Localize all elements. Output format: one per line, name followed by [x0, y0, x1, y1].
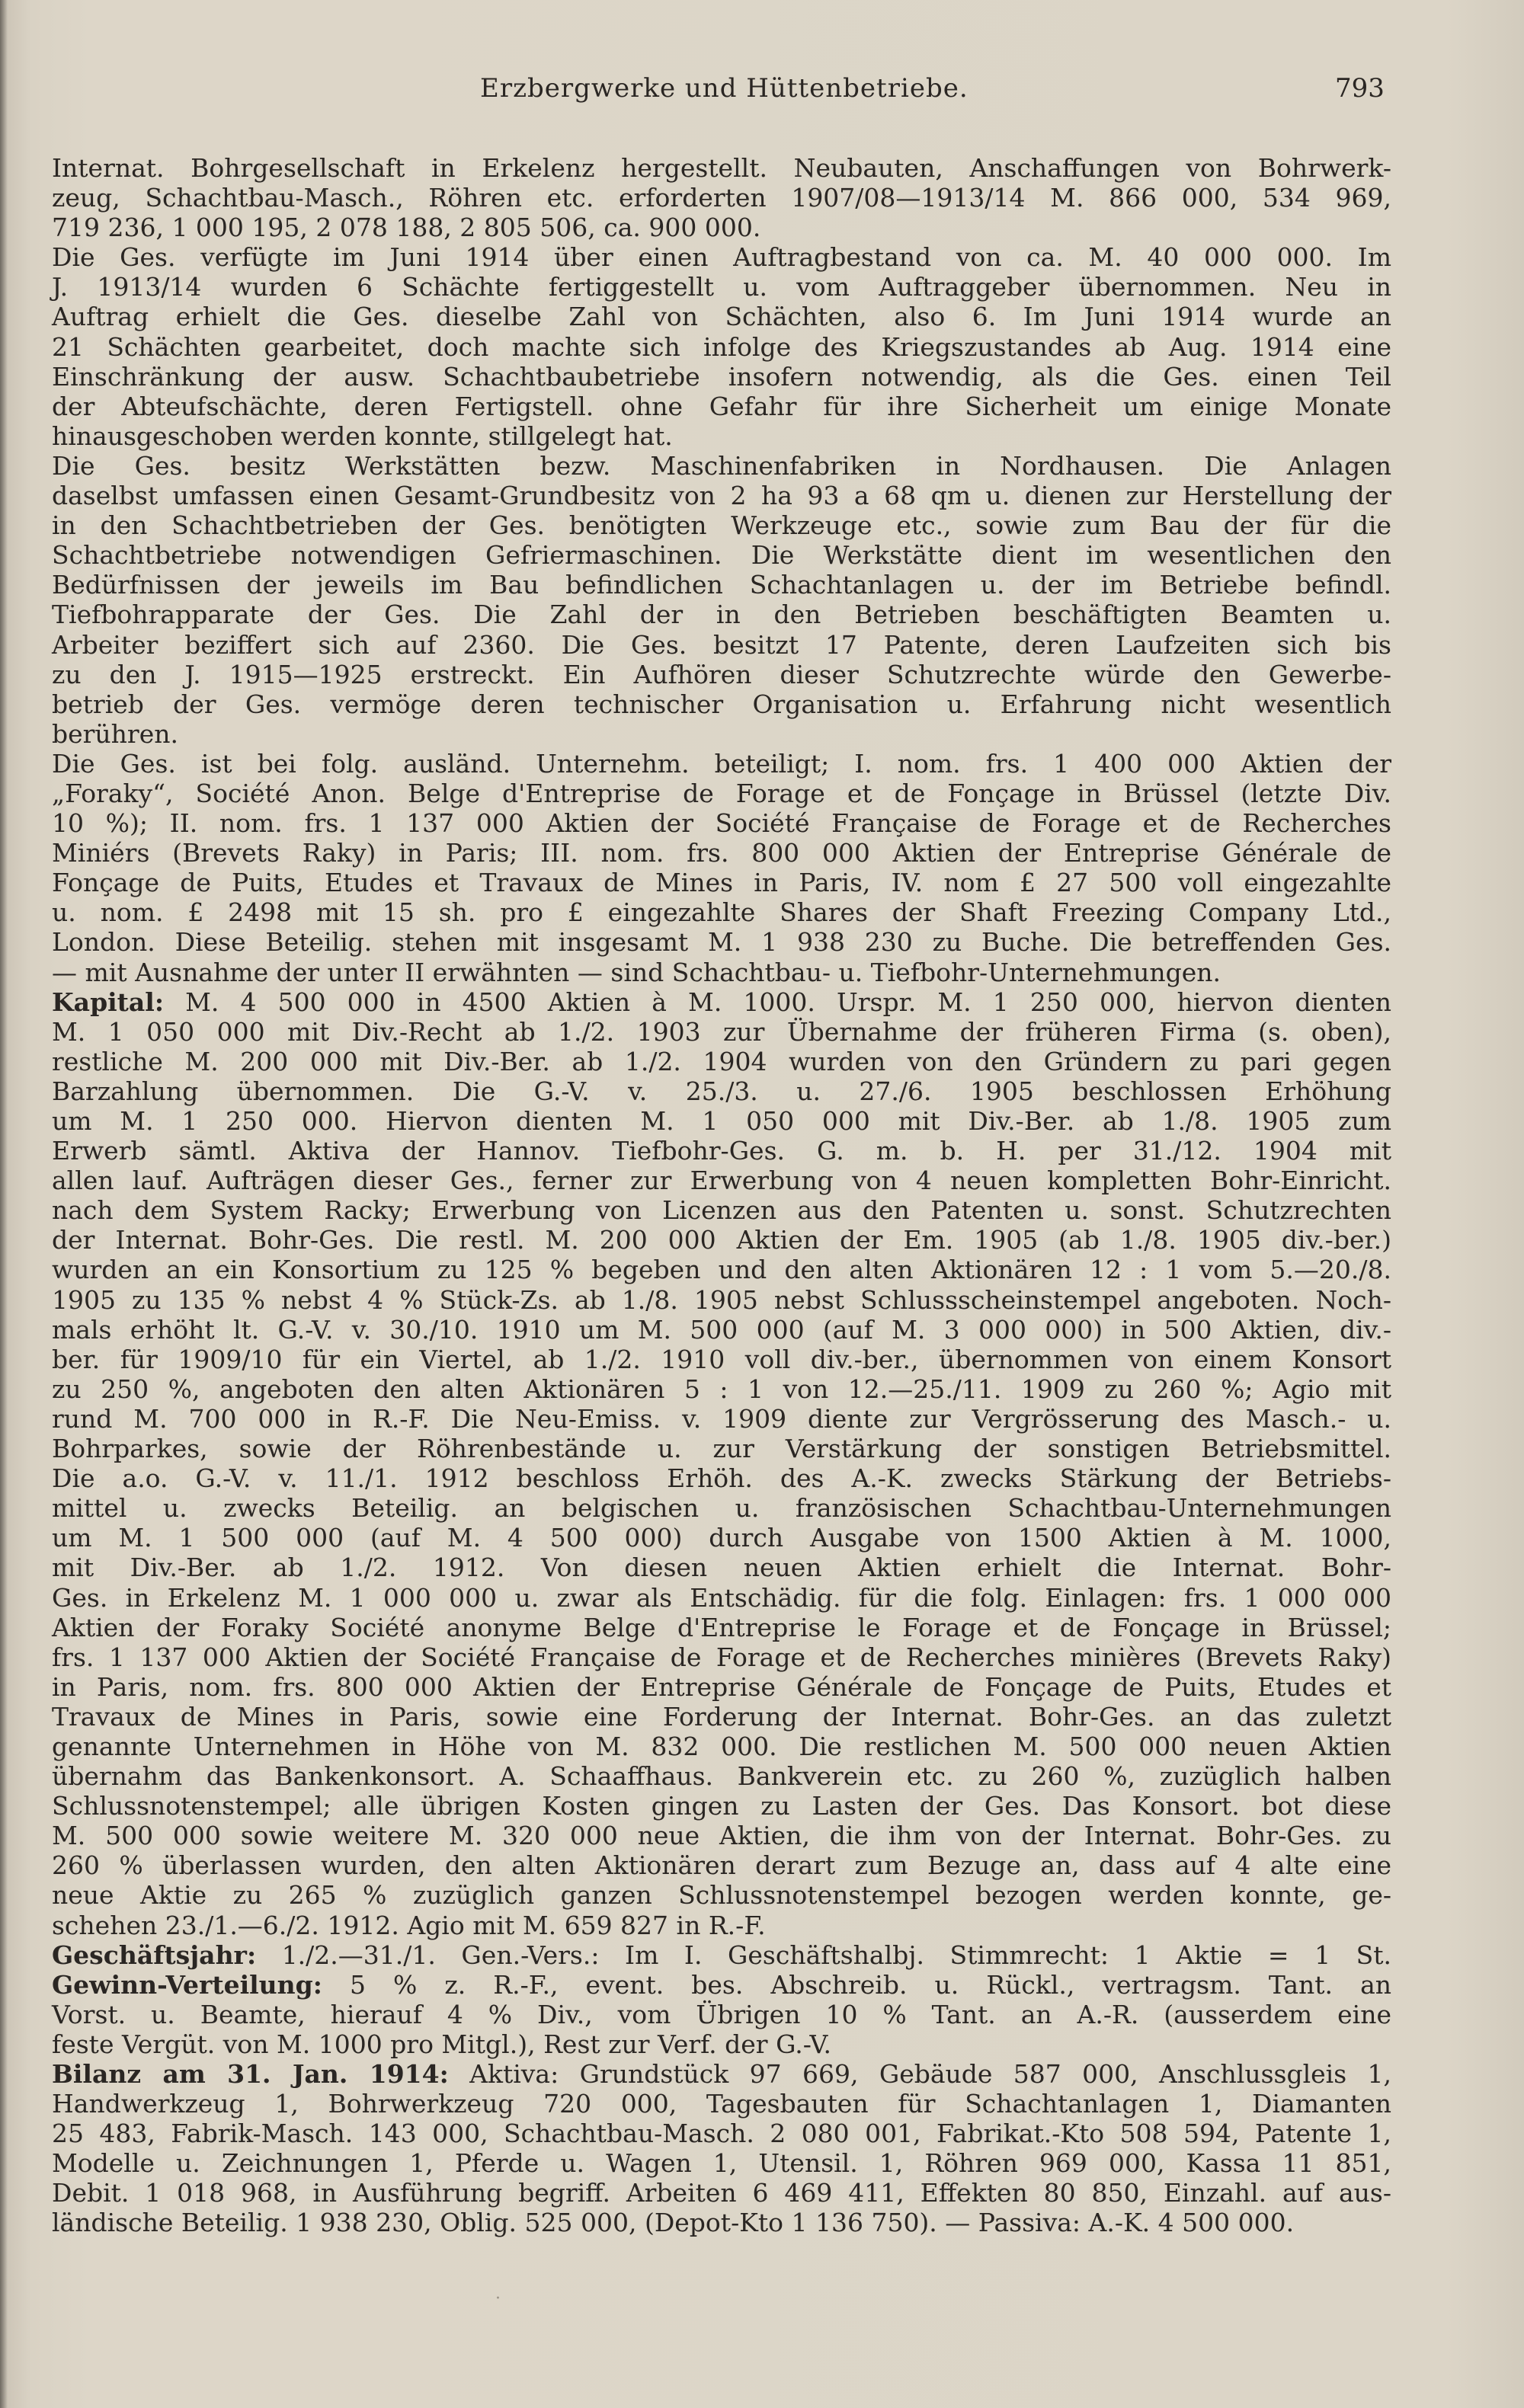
- text-body: [52, 153, 1391, 2238]
- text-line: Modelle u. Zeichnungen 1, Pferde u. Wagen 1, Utensil. 1, Röhren 969 000, Kassa 11 851,: [52, 2148, 1391, 2179]
- text-line: mit Div.-Ber. ab 1./2. 1912. Von diesen neuen Aktien erhielt die Internat. Bohr-: [52, 1553, 1391, 1583]
- text-line: J. 1913/14 wurden 6 Schächte fertiggestellt u. vom Auftraggeber übernommen. Neu in: [52, 272, 1391, 302]
- text-line: schehen 23./1.—6./2. 1912. Agio mit M. 659 827 in R.-F.: [52, 1910, 766, 1940]
- text-line: hinausgeschoben werden konnte, stillgelegt hat.: [52, 421, 673, 451]
- print-speck: ·: [495, 2289, 501, 2308]
- text-line: Die Ges. ist bei folg. ausländ. Unternehm. beteiligt; I. nom. frs. 1 400 000 Aktien der: [52, 748, 1391, 779]
- text-line: Schlussnotenstempel; alle übrigen Kosten gingen zu Lasten der Ges. Das Konsort. bot diese: [52, 1791, 1391, 1821]
- text-line: Ges. in Erkelenz M. 1 000 000 u. zwar als Entschädig. für die folg. Einlagen: frs. 1 000 000: [52, 1582, 1391, 1613]
- text-line: Fonçage de Puits, Etudes et Travaux de Mines in Paris, IV. nom £ 27 500 voll eingezahlte: [52, 868, 1391, 898]
- text-line: Travaux de Mines in Paris, sowie eine Forderung der Internat. Bohr-Ges. an das zuletzt: [52, 1701, 1391, 1732]
- text-line: übernahm das Bankenkonsort. A. Schaaffhaus. Bankverein etc. zu 260 %, zuzüglich halben: [52, 1761, 1391, 1792]
- text-line: Erwerb sämtl. Aktiva der Hannov. Tiefbohr-Ges. G. m. b. H. per 31./12. 1904 mit: [52, 1136, 1391, 1166]
- text-line: restliche M. 200 000 mit Div.-Ber. ab 1./2. 1904 wurden von den Gründern zu pari gegen: [52, 1046, 1391, 1076]
- page-number: 793: [1335, 73, 1385, 104]
- text-line: mals erhöht lt. G.-V. v. 30./10. 1910 um M. 500 000 (auf M. 3 000 000) in 500 Aktien, div.-: [52, 1314, 1391, 1345]
- text-line: um M. 1 250 000. Hiervon dienten M. 1 050 000 mit Div.-Ber. ab 1./8. 1905 zum: [52, 1106, 1391, 1136]
- text-line: um M. 1 500 000 (auf M. 4 500 000) durch Ausgabe von 1500 Aktien à M. 1000,: [52, 1523, 1391, 1553]
- text-line: Bedürfnissen der jeweils im Bau befindlichen Schachtanlagen u. der im Betriebe befindl.: [52, 570, 1391, 600]
- text-line: Bohrparkes, sowie der Röhrenbestände u. zur Verstärkung der sonstigen Betriebsmittel.: [52, 1434, 1391, 1464]
- text-line: genannte Unternehmen in Höhe von M. 832 000. Die restlichen M. 500 000 neuen Aktien: [52, 1731, 1391, 1761]
- text-line: nach dem System Racky; Erwerbung von Licenzen aus den Patenten u. sonst. Schutzrechten: [52, 1195, 1391, 1226]
- text-line: daselbst umfassen einen Gesamt-Grundbesitz von 2 ha 93 a 68 qm u. dienen zur Herstellung der: [52, 481, 1391, 511]
- text-line: Kapital: M. 4 500 000 in 4500 Aktien à M. 1000. Urspr. M. 1 250 000, hiervon dienten: [52, 987, 1391, 1017]
- text-line: wurden an ein Konsortium zu 125 % begeben und den alten Aktionären 12 : 1 vom 5.—20./8.: [52, 1255, 1391, 1285]
- text-line: Auftrag erhielt die Ges. dieselbe Zahl von Schächten, also 6. Im Juni 1914 wurde an: [52, 302, 1391, 332]
- text-line: in Paris, nom. frs. 800 000 Aktien der Entreprise Générale de Fonçage de Puits, Etudes et: [52, 1671, 1391, 1702]
- text-line: M. 1 050 000 mit Div.-Recht ab 1./2. 1903 zur Übernahme der früheren Firma (s. oben),: [52, 1016, 1391, 1047]
- text-line: 1905 zu 135 % nebst 4 % Stück-Zs. ab 1./8. 1905 nebst Schlussscheinstempel angeboten. Noch-: [52, 1284, 1391, 1315]
- text-line: London. Diese Beteilig. stehen mit insgesamt M. 1 938 230 zu Buche. Die betreffenden Ges.: [52, 927, 1391, 958]
- text-line: ber. für 1909/10 für ein Viertel, ab 1./2. 1910 voll div.-ber., übernommen von einem Konsort: [52, 1344, 1391, 1374]
- page-header: [0, 73, 1524, 111]
- text-line: Die Ges. verfügte im Juni 1914 über einen Auftragbestand von ca. M. 40 000 000. Im: [52, 242, 1391, 273]
- text-line: — mit Ausnahme der unter II erwähnten — sind Schachtbau- u. Tiefbohr-Unternehmungen.: [52, 957, 1221, 987]
- text-line: Arbeiter beziffert sich auf 2360. Die Ges. besitzt 17 Patente, deren Laufzeiten sich bis: [52, 629, 1391, 660]
- text-line: betrieb der Ges. vermöge deren technischer Organisation u. Erfahrung nicht wesentlich: [52, 689, 1391, 719]
- text-line: Die Ges. besitz Werkstätten bezw. Maschinenfabriken in Nordhausen. Die Anlagen: [52, 450, 1391, 481]
- text-line: Die a.o. G.-V. v. 11./1. 1912 beschloss Erhöh. des A.-K. zwecks Stärkung der Betriebs-: [52, 1463, 1391, 1494]
- text-line: allen lauf. Aufträgen dieser Ges., ferner zur Erwerbung von 4 neuen kompletten Bohr-Einricht.: [52, 1166, 1391, 1196]
- text-line: Einschränkung der ausw. Schachtbaubetriebe insofern notwendig, als die Ges. einen Teil: [52, 361, 1391, 392]
- text-line: frs. 1 137 000 Aktien der Société Française de Forage et de Recherches minières (Brevets Raky): [52, 1642, 1391, 1672]
- text-line: Vorst. u. Beamte, hierauf 4 % Div., vom Übrigen 10 % Tant. an A.-R. (ausserdem eine: [52, 1999, 1391, 2029]
- text-line: Tiefbohrapparate der Ges. Die Zahl der in den Betrieben beschäftigten Beamten u.: [52, 600, 1391, 630]
- text-line: M. 500 000 sowie weitere M. 320 000 neue Aktien, die ihm von der Internat. Bohr-Ges. zu: [52, 1821, 1391, 1851]
- text-line: Bilanz am 31. Jan. 1914: Aktiva: Grundstück 97 669, Gebäude 587 000, Anschlussgleis 1,: [52, 2059, 1391, 2089]
- text-line: zeug, Schachtbau-Masch., Röhren etc. erforderten 1907/08—1913/14 M. 866 000, 534 969,: [52, 183, 1391, 213]
- text-line: zu 250 %, angeboten den alten Aktionären 5 : 1 von 12.—25./11. 1909 zu 260 %; Agio mit: [52, 1373, 1391, 1404]
- text-line: ländische Beteilig. 1 938 230, Oblig. 525 000, (Depot-Kto 1 136 750). — Passiva: A.-K. 4 500 000.: [52, 2208, 1295, 2238]
- text-line: Aktien der Foraky Société anonyme Belge d'Entreprise le Forage et de Fonçage in Brüssel;: [52, 1612, 1391, 1642]
- text-line: 260 % überlassen wurden, den alten Aktionären derart zum Bezuge an, dass auf 4 alte eine: [52, 1850, 1391, 1881]
- text-line: 25 483, Fabrik-Masch. 143 000, Schachtbau-Masch. 2 080 001, Fabrikat.-Kto 508 594, Patente 1,: [52, 2119, 1391, 2149]
- text-line: 21 Schächten gearbeitet, doch machte sich infolge des Kriegszustandes ab Aug. 1914 eine: [52, 331, 1391, 362]
- text-line: Internat. Bohrgesellschaft in Erkelenz hergestellt. Neubauten, Anschaffungen von Bohrwerk-: [52, 153, 1391, 183]
- text-line: Schachtbetriebe notwendigen Gefriermaschinen. Die Werkstätte dient im wesentlichen den: [52, 540, 1391, 571]
- section-heading: Bilanz am 31. Jan. 1914:: [52, 2059, 449, 2089]
- text-line: rund M. 700 000 in R.-F. Die Neu-Emiss. v. 1909 diente zur Vergrösserung des Masch.- u.: [52, 1403, 1391, 1434]
- page-edge-shadow: [0, 0, 8, 2408]
- text-line: mittel u. zwecks Beteilig. an belgischen u. französischen Schachtbau-Unternehmungen: [52, 1493, 1391, 1524]
- text-line: berühren.: [52, 718, 178, 749]
- text-line: Handwerkzeug 1, Bohrwerkzeug 720 000, Tagesbauten für Schachtanlagen 1, Diamanten: [52, 2089, 1391, 2119]
- text-line: neue Aktie zu 265 % zuzüglich ganzen Schlussnotenstempel bezogen werden konnte, ge-: [52, 1880, 1391, 1911]
- section-heading: Gewinn-Verteilung:: [52, 1969, 322, 2000]
- section-heading: Kapital:: [52, 987, 165, 1017]
- text-line: u. nom. £ 2498 mit 15 sh. pro £ eingezahlte Shares der Shaft Freezing Company Ltd.,: [52, 897, 1391, 928]
- text-line: Barzahlung übernommen. Die G.-V. v. 25./3. u. 27./6. 1905 beschlossen Erhöhung: [52, 1076, 1391, 1106]
- section-heading: Geschäftsjahr:: [52, 1940, 257, 1970]
- text-line: Gewinn-Verteilung: 5 % z. R.-F., event. bes. Abschreib. u. Rückl., vertragsm. Tant. an: [52, 1969, 1391, 2000]
- text-line: in den Schachtbetrieben der Ges. benötigten Werkzeuge etc., sowie zum Bau der für die: [52, 510, 1391, 541]
- text-line: Debit. 1 018 968, in Ausführung begriff. Arbeiten 6 469 411, Effekten 80 850, Einzahl. auf aus-: [52, 2178, 1391, 2208]
- text-line: 719 236, 1 000 195, 2 078 188, 2 805 506, ca. 900 000.: [52, 213, 761, 243]
- text-line: der Abteufschächte, deren Fertigstell. ohne Gefahr für ihre Sicherheit um einige Monate: [52, 391, 1391, 421]
- text-line: Miniérs (Brevets Raky) in Paris; III. nom. frs. 800 000 Aktien der Entreprise Générale de: [52, 838, 1391, 868]
- text-line: Geschäftsjahr: 1./2.—31./1. Gen.-Vers.: Im I. Geschäftshalbj. Stimmrecht: 1 Aktie = 1 St.: [52, 1940, 1391, 1970]
- text-line: der Internat. Bohr-Ges. Die restl. M. 200 000 Aktien der Em. 1905 (ab 1./8. 1905 div.-ber.): [52, 1225, 1391, 1255]
- text-line: 10 %); II. nom. frs. 1 137 000 Aktien der Société Française de Forage et de Recherches: [52, 808, 1391, 839]
- text-line: „Foraky“, Société Anon. Belge d'Entreprise de Forage et de Fonçage in Brüssel (letzte Div.: [52, 778, 1391, 808]
- running-title: Erzbergwerke und Hüttenbetriebe.: [480, 73, 969, 104]
- text-line: feste Vergüt. von M. 1000 pro Mitgl.), Rest zur Verf. der G.-V.: [52, 2029, 832, 2059]
- text-line: zu den J. 1915—1925 erstreckt. Ein Aufhören dieser Schutzrechte würde den Gewerbe-: [52, 659, 1391, 689]
